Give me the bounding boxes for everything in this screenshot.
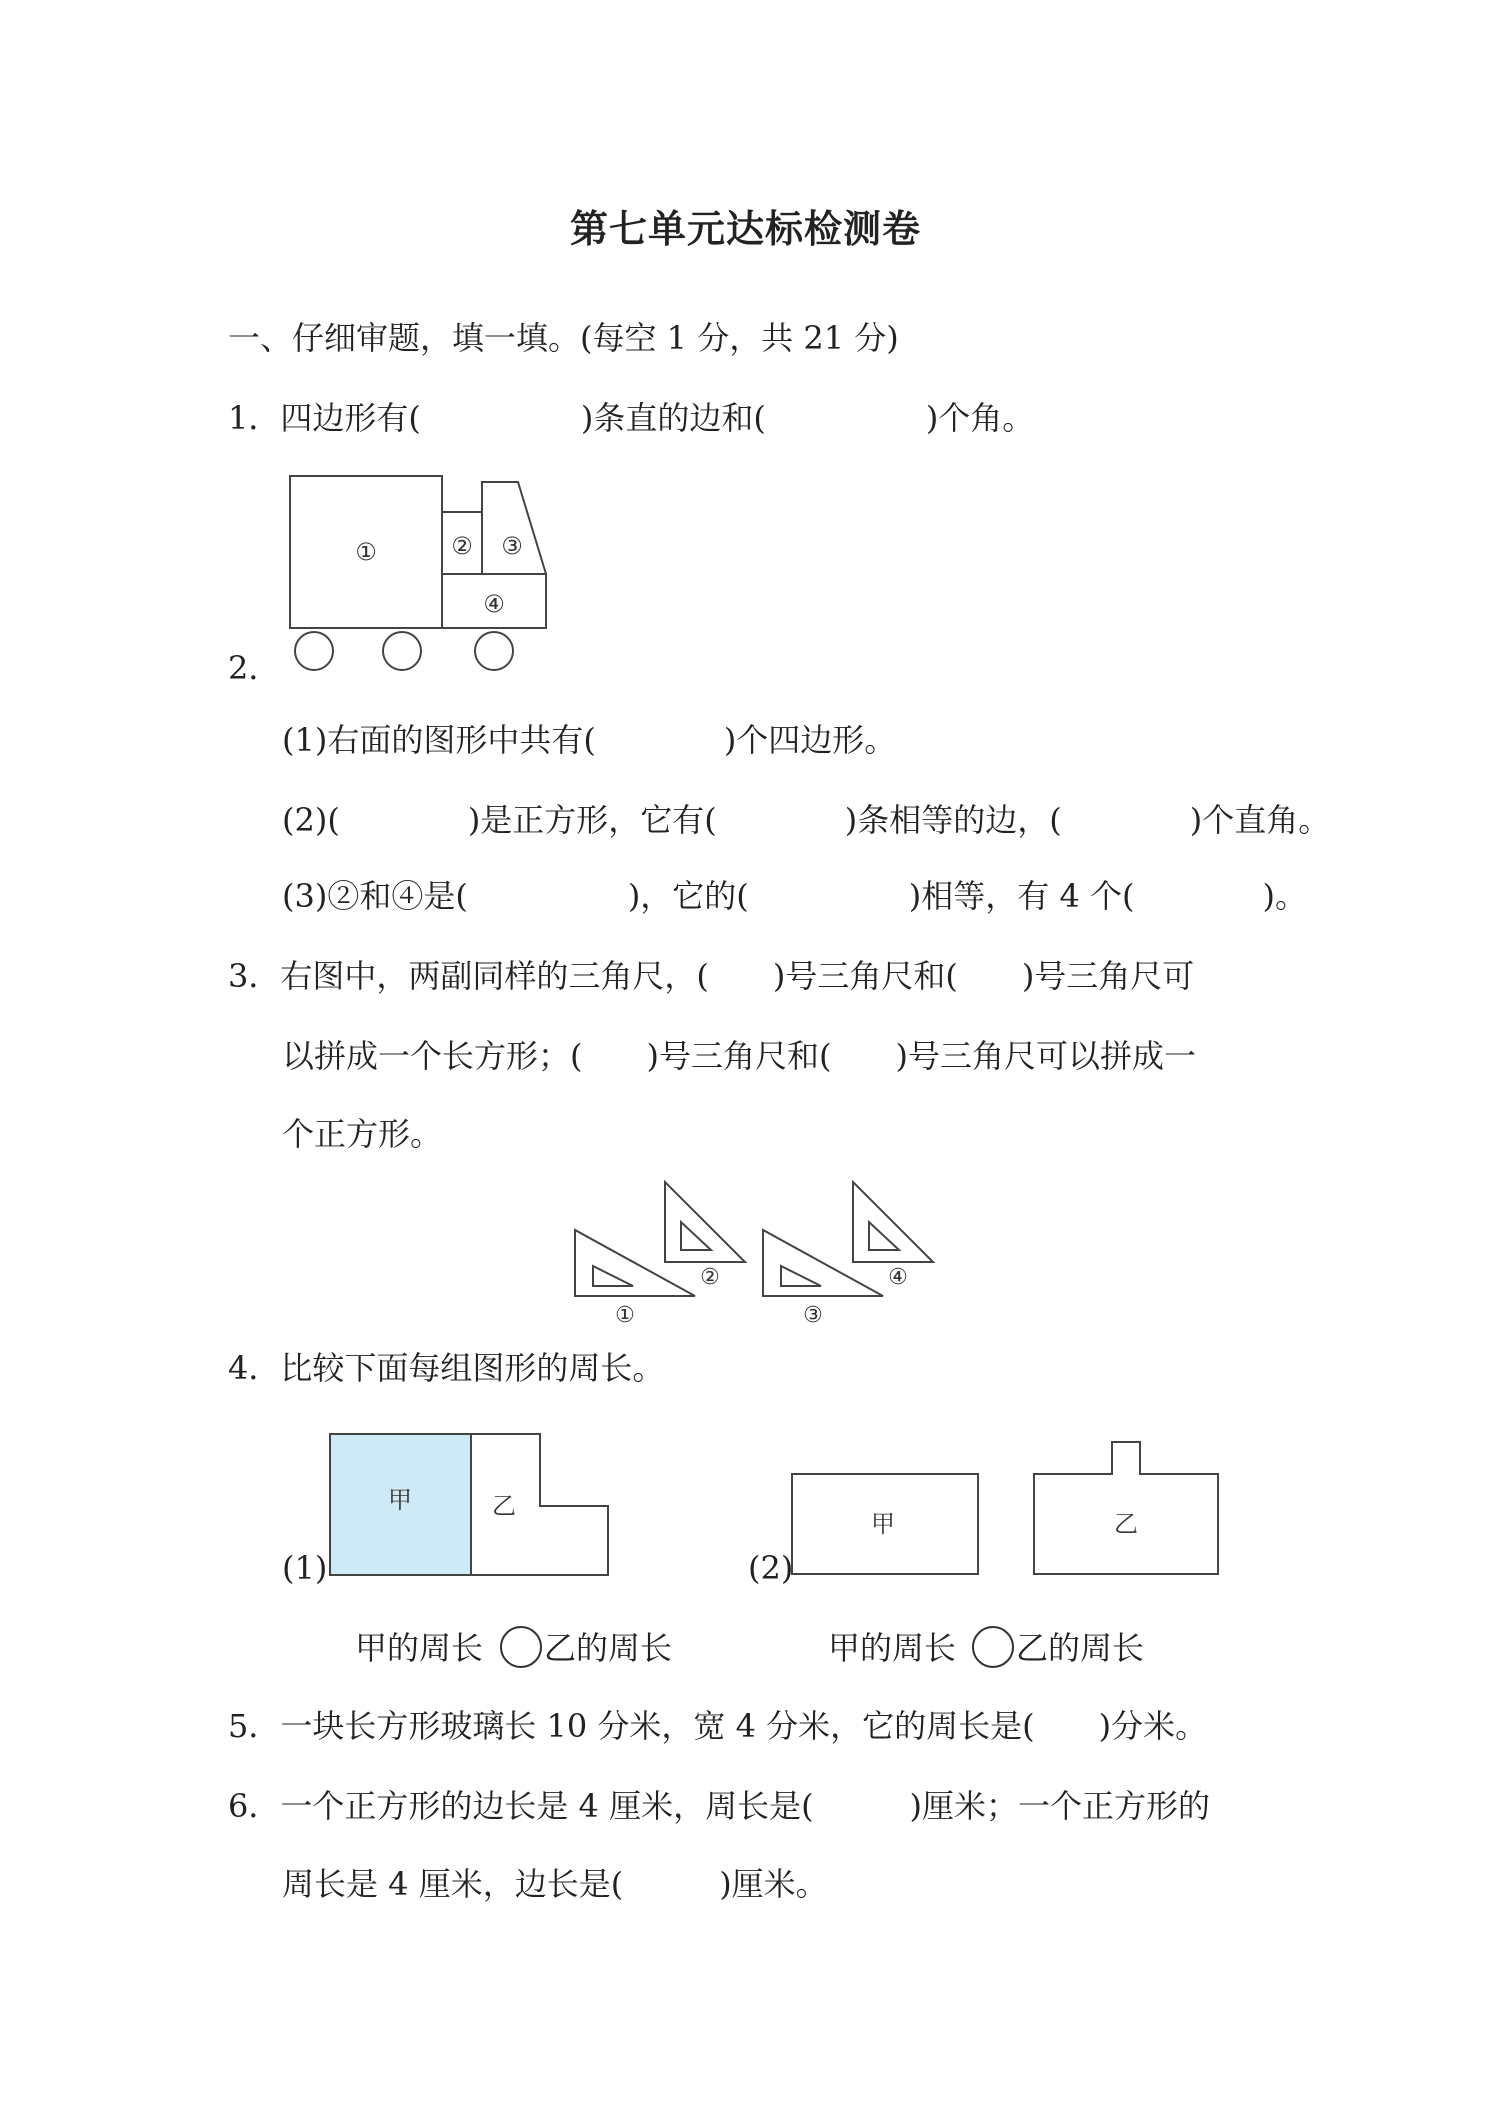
compare-circle-1[interactable]: [500, 1626, 542, 1668]
wheel-3: [475, 632, 513, 670]
question-3-line3: 个正方形。: [282, 1115, 443, 1153]
label-3: ③: [501, 532, 523, 560]
question-1: 1．四边形有( )条直的边和( )个角。: [228, 399, 1035, 437]
question-2-number: 2．: [228, 649, 281, 687]
question-3-line1: 3．右图中，两副同样的三角尺，( )号三角尺和( )号三角尺可: [228, 957, 1195, 995]
ruler-label-1: ①: [615, 1303, 635, 1328]
question-2-sub3: (3)②和④是( )，它的( )相等，有 4 个( )。: [282, 877, 1307, 915]
ruler-label-3: ③: [803, 1303, 823, 1328]
ruler-4-hole: [869, 1222, 899, 1250]
ruler-2-hole: [681, 1222, 711, 1250]
jia-label-2: 甲: [871, 1510, 895, 1538]
yi-label-2: 乙: [1114, 1510, 1138, 1538]
question-5: 5．一块长方形玻璃长 10 分米，宽 4 分米，它的周长是( )分米。: [228, 1707, 1208, 1745]
part-1-label: (1): [282, 1549, 328, 1587]
compare-left-2: 甲的周长: [828, 1629, 957, 1667]
compare-left-1: 甲的周长: [355, 1629, 484, 1667]
page-title: 第七单元达标检测卷: [570, 207, 922, 251]
question-6-line2: 周长是 4 厘米，边长是( )厘米。: [282, 1865, 828, 1903]
shape-yi-2: [1034, 1442, 1218, 1574]
shape-3-trapezoid: [482, 482, 546, 574]
ruler-3-hole: [781, 1266, 821, 1286]
truck-figure: [280, 468, 560, 673]
section-heading: 一、仔细审题，填一填。(每空 1 分，共 21 分): [228, 319, 899, 357]
question-3-line2: 以拼成一个长方形；( )号三角尺和( )号三角尺可以拼成一: [282, 1037, 1196, 1075]
wheel-1: [295, 632, 333, 670]
question-2-sub1: (1)右面的图形中共有( )个四边形。: [282, 721, 897, 759]
yi-label-1: 乙: [492, 1492, 516, 1520]
label-4: ④: [483, 590, 505, 618]
compare-circle-2[interactable]: [972, 1626, 1014, 1668]
part-2-label: (2): [748, 1549, 794, 1587]
ruler-label-4: ④: [888, 1265, 908, 1290]
compare-right-2: 乙的周长: [1016, 1629, 1145, 1667]
compare-right-1: 乙的周长: [544, 1629, 673, 1667]
question-4: 4．比较下面每组图形的周长。: [228, 1349, 665, 1387]
label-2: ②: [451, 532, 473, 560]
perimeter-figure-2: [790, 1440, 1230, 1580]
wheel-2: [383, 632, 421, 670]
perimeter-figure-1: [328, 1432, 613, 1582]
ruler-label-2: ②: [700, 1265, 720, 1290]
question-6-line1: 6．一个正方形的边长是 4 厘米，周长是( )厘米；一个正方形的: [228, 1787, 1211, 1825]
triangle-rulers-figure: [565, 1172, 950, 1332]
question-2-sub2: (2)( )是正方形，它有( )条相等的边，( )个直角。: [282, 801, 1331, 839]
ruler-1-hole: [593, 1266, 633, 1286]
jia-label-1: 甲: [388, 1486, 412, 1514]
label-1: ①: [355, 538, 377, 566]
